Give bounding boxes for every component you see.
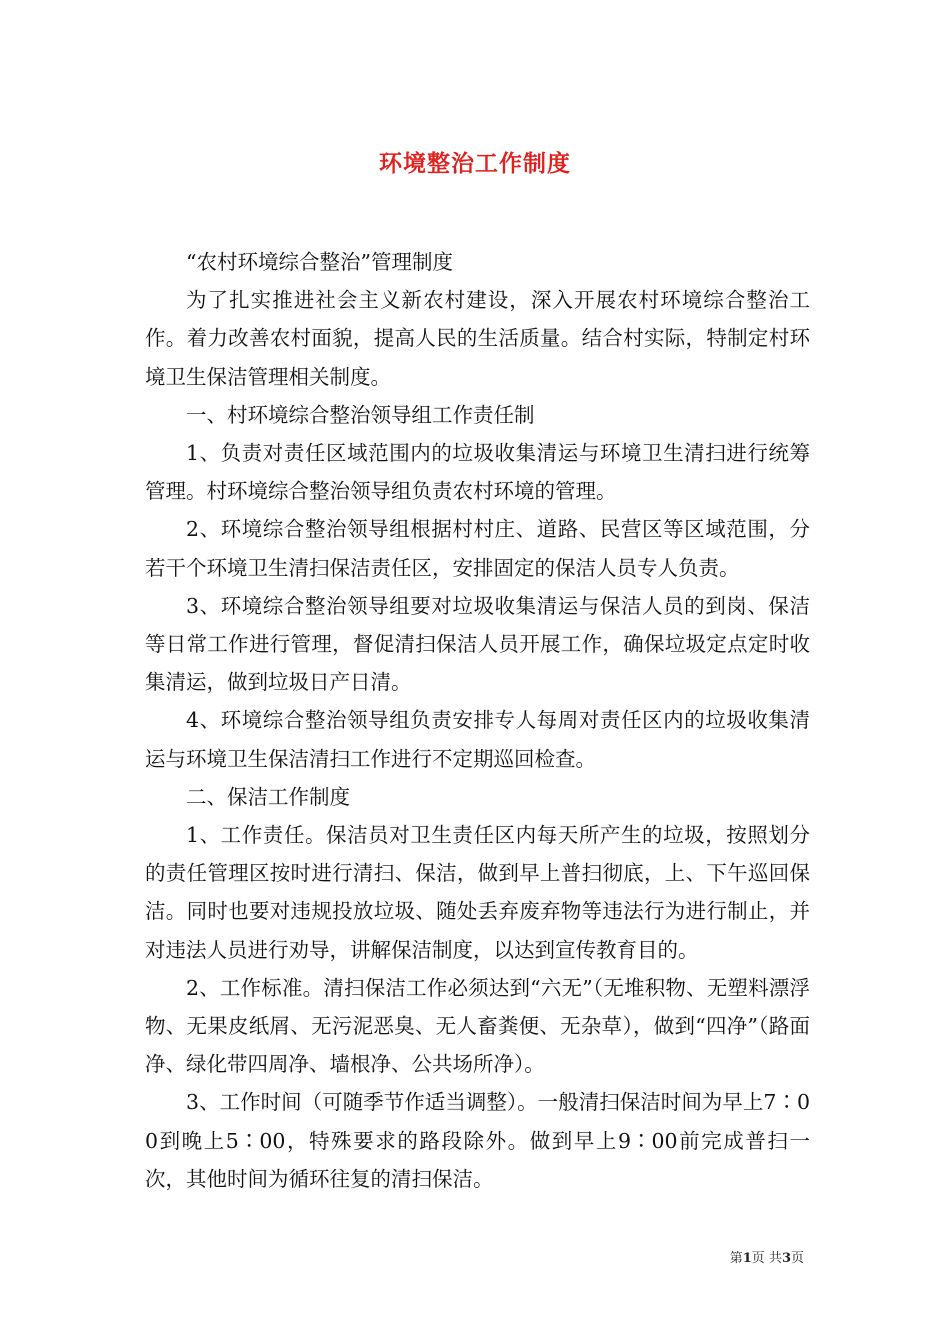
paragraph-intro: 为了扎实推进社会主义新农村建设，深入开展农村环境综合整治工作。着力改善农村面貌，提高人民的生活质量。结合村实际，特制定村环境卫生保洁管理相关制度。 [145, 288, 810, 389]
page-number-footer [730, 1250, 804, 1268]
paragraph-1-1: 1、负责对责任区域范围内的垃圾收集清运与环境卫生清扫进行统筹管理。村环境综合整治领导组负责农村环境的管理。 [145, 441, 810, 504]
paragraph-1-2: 2、环境综合整治领导组根据村村庄、道路、民营区等区域范围，分若干个环境卫生清扫保洁责任区，安排固定的保洁人员专人负责。 [145, 517, 810, 580]
paragraph-1-4: 4、环境综合整治领导组负责安排专人每周对责任区内的垃圾收集清运与环境卫生保洁清扫工作进行不定期巡回检查。 [145, 708, 810, 771]
footer-total-pages: 3 [781, 1251, 791, 1266]
section-heading-1: 一、村环境综合整治领导组工作责任制 [186, 402, 535, 427]
section-heading-2: 二、保洁工作制度 [186, 784, 350, 809]
paragraph-2-2: 2、工作标准。清扫保洁工作必须达到“六无”（无堆积物、无塑料漂浮物、无果皮纸屑、无污泥恶臭、无人畜粪便、无杂草），做到“四净”（路面净、绿化带四周净、墙根净、公共场所净）。 [145, 975, 810, 1077]
footer-current-page: 1 [742, 1251, 752, 1266]
paragraph-2-3: 3、工作时间（可随季节作适当调整）。一般清扫保洁时间为早上7∶00到晚上5∶00，特殊要求的路段除外。做到早上9∶00前完成普扫一次，其他时间为循环往复的清扫保洁。 [145, 1090, 810, 1191]
document-body [145, 243, 810, 1198]
footer-middle: 页 共 [751, 1251, 782, 1266]
footer-suffix: 页 [790, 1251, 804, 1266]
paragraph-1-3: 3、环境综合整治领导组要对垃圾收集清运与保洁人员的到岗、保洁等日常工作进行管理，督促清扫保洁人员开展工作，确保垃圾定点定时收集清运，做到垃圾日产日清。 [145, 593, 810, 695]
paragraph-subtitle: “农村环境综合整治”管理制度 [186, 250, 453, 274]
document-title: 环境整治工作制度 [379, 150, 571, 178]
footer-prefix: 第 [729, 1251, 743, 1266]
paragraph-2-1: 1、工作责任。保洁员对卫生责任区内每天所产生的垃圾，按照划分的责任管理区按时进行清扫、保洁，做到早上普扫彻底，上、下午巡回保洁。同时也要对违规投放垃圾、随处丢弃废弃物等违法行为进行制止，并对违法人员进行劝导，讲解保洁制度，以达到宣传教育目的。 [145, 823, 810, 962]
